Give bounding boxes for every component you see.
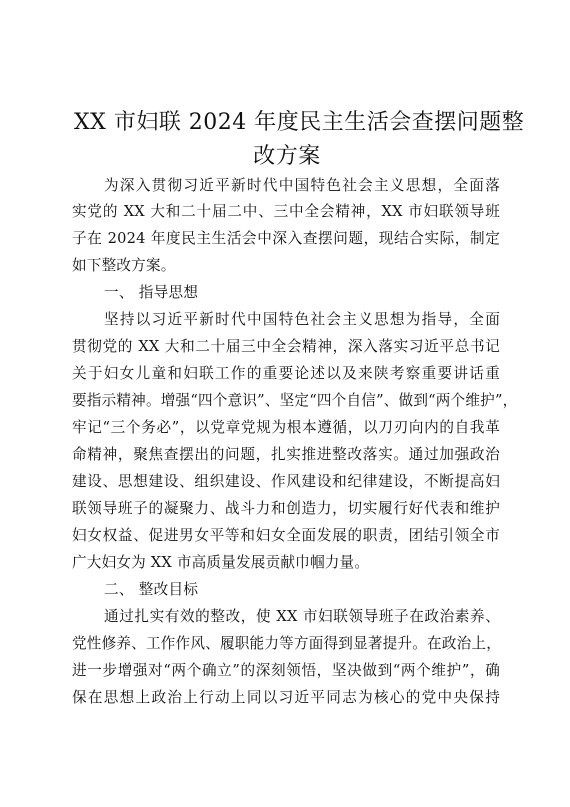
section1-line: 广大妇女为 XX 市高质量发展贡献巾帼力量。 <box>72 554 370 571</box>
section2-line: 通过扎实有效的整改，使 XX 市妇联领导班子在政治素养、 <box>104 608 500 625</box>
section1-line: 贯彻党的 XX 大和二十届三中全会精神，深入落实习近平总书记 <box>72 338 500 355</box>
section-heading-guiding-ideology: 一、 指导思想 <box>104 284 199 301</box>
section2-line: 进一步增强对“两个确立”的深刻领悟，坚决做到“两个维护”，确 <box>72 662 500 679</box>
section2-line: 保在思想上政治上行动上同以习近平同志为核心的党中央保持 <box>72 689 500 706</box>
intro-line: 实党的 XX 大和二十届二中、三中全会精神，XX 市妇联领导班 <box>72 203 500 220</box>
section1-line: 联领导班子的凝聚力、战斗力和创造力，切实履行好代表和维护 <box>72 500 500 517</box>
section1-line: 坚持以习近平新时代中国特色社会主义思想为指导，全面 <box>104 311 500 328</box>
section1-line: 命精神，聚焦查摆出的问题，扎实推进整改落实。通过加强政治 <box>72 446 500 463</box>
section1-line: 关于妇女儿童和妇联工作的重要论述以及来陕考察重要讲话重 <box>72 365 500 382</box>
document-title-line-1: XX 市妇联 2024 年度民主生活会查摆问题整 <box>74 110 525 135</box>
section1-line: 妇女权益、促进男女平等和妇女全面发展的职责，团结引领全市 <box>72 527 500 544</box>
document-title-line-2: 改方案 <box>253 144 321 169</box>
section1-line: 建设、思想建设、组织建设、作风建设和纪律建设，不断提高妇 <box>72 473 500 490</box>
intro-line: 为深入贯彻习近平新时代中国特色社会主义思想，全面落 <box>104 177 500 194</box>
section2-line: 党性修养、工作作风、履职能力等方面得到显著提升。在政治上， <box>72 635 502 652</box>
section-heading-rectification-goals: 二、 整改目标 <box>104 581 199 598</box>
section1-line: 要指示精神。增强“四个意识”、坚定“四个自信”、做到“两个维护”， <box>72 392 518 409</box>
section1-line: 牢记“三个务必”，以党章党规为根本遵循，以刀刃向内的自我革 <box>72 419 500 436</box>
intro-line: 子在 2024 年度民主生活会中深入查摆问题，现结合实际，制定 <box>72 230 500 247</box>
intro-line: 如下整改方案。 <box>72 257 176 274</box>
